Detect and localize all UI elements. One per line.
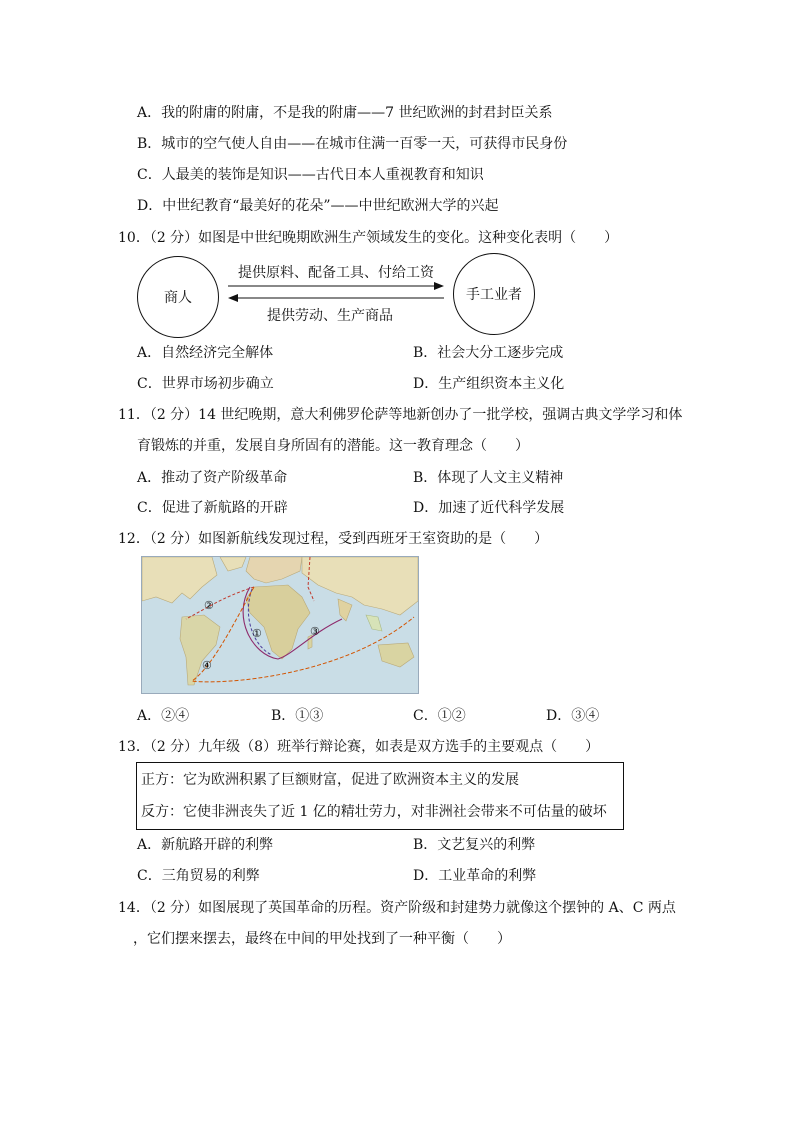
- bottom-arrow-label: 提供劳动、生产商品: [267, 308, 393, 324]
- q13-option-c: C．三角贸易的利弊: [137, 868, 260, 884]
- q12-option-b: B．①③: [271, 708, 324, 724]
- q13-option-b: B．文艺复兴的利弊: [413, 837, 536, 853]
- merchant-label: 商人: [164, 290, 192, 306]
- q10-option-d: D．生产组织资本主义化: [413, 376, 565, 392]
- q12-option-c: C．①②: [413, 708, 466, 724]
- q12-stem: 12．（2 分）如图新航线发现过程，受到西班牙王室资助的是（ ）: [118, 531, 549, 547]
- q11-stem-line2: 育锻炼的并重，发展自身所固有的潜能。这一教育理念（ ）: [137, 438, 529, 454]
- merchant-circle: [137, 256, 219, 338]
- q9-option-d: D．中世纪教育“最美好的花朵”——中世纪欧洲大学的兴起: [137, 198, 499, 214]
- q13-stem: 13．（2 分）九年级（8）班举行辩论赛，如表是双方选手的主要观点（ ）: [118, 739, 600, 755]
- q9-option-a: A．我的附庸的附庸，不是我的附庸——7 世纪欧洲的封君封臣关系: [137, 105, 553, 121]
- q9-option-c: C．人最美的装饰是知识——古代日本人重视教育和知识: [137, 167, 484, 183]
- artisan-circle: [453, 253, 535, 335]
- debate-con: 反方：它使非洲丧失了近 1 亿的精壮劳力，对非洲社会带来不可估量的破坏: [141, 804, 607, 820]
- q11-option-d: D．加速了近代科学发展: [413, 500, 565, 516]
- debate-pro: 正方：它为欧洲积累了巨额财富，促进了欧洲资本主义的发展: [141, 772, 519, 788]
- q11-option-a: A．推动了资产阶级革命: [137, 470, 288, 486]
- q12-option-a: A．②④: [137, 708, 190, 724]
- debate-table: [136, 762, 624, 830]
- q11-option-b: B．体现了人文主义精神: [413, 470, 564, 486]
- q13-option-a: A．新航路开辟的利弊: [137, 837, 274, 853]
- map-label-3: ③: [310, 625, 320, 638]
- q11-option-c: C．促进了新航路的开辟: [137, 500, 288, 516]
- map-label-4: ④: [202, 659, 212, 672]
- voyage-map: [141, 556, 419, 694]
- q10-option-a: A．自然经济完全解体: [137, 345, 274, 361]
- exchange-arrows: [222, 280, 450, 304]
- map-label-2: ②: [204, 599, 214, 612]
- artisan-label: 手工业者: [466, 287, 522, 303]
- q12-option-d: D．③④: [546, 708, 600, 724]
- voyage-map-graphic: [142, 557, 418, 693]
- q14-stem-line1: 14．（2 分）如图展现了英国革命的历程。资产阶级和封建势力就像这个摆钟的 A、C 两点: [118, 900, 676, 916]
- top-arrow-label: 提供原料、配备工具、付给工资: [238, 265, 434, 281]
- q13-option-d: D．工业革命的利弊: [413, 868, 537, 884]
- map-label-1: ①: [252, 627, 262, 640]
- q10-option-c: C．世界市场初步确立: [137, 376, 274, 392]
- q10-stem: 10．（2 分）如图是中世纪晚期欧洲生产领域发生的变化。这种变化表明（ ）: [118, 230, 619, 246]
- q11-stem-line1: 11．（2 分）14 世纪晚期，意大利佛罗伦萨等地新创办了一批学校，强调古典文学学习和体: [118, 407, 683, 423]
- q9-option-b: B．城市的空气使人自由——在城市住满一百零一天，可获得市民身份: [137, 136, 568, 152]
- q10-option-b: B．社会大分工逐步完成: [413, 345, 564, 361]
- q14-stem-line2: ，它们摆来摆去，最终在中间的甲处找到了一种平衡（ ）: [133, 931, 511, 947]
